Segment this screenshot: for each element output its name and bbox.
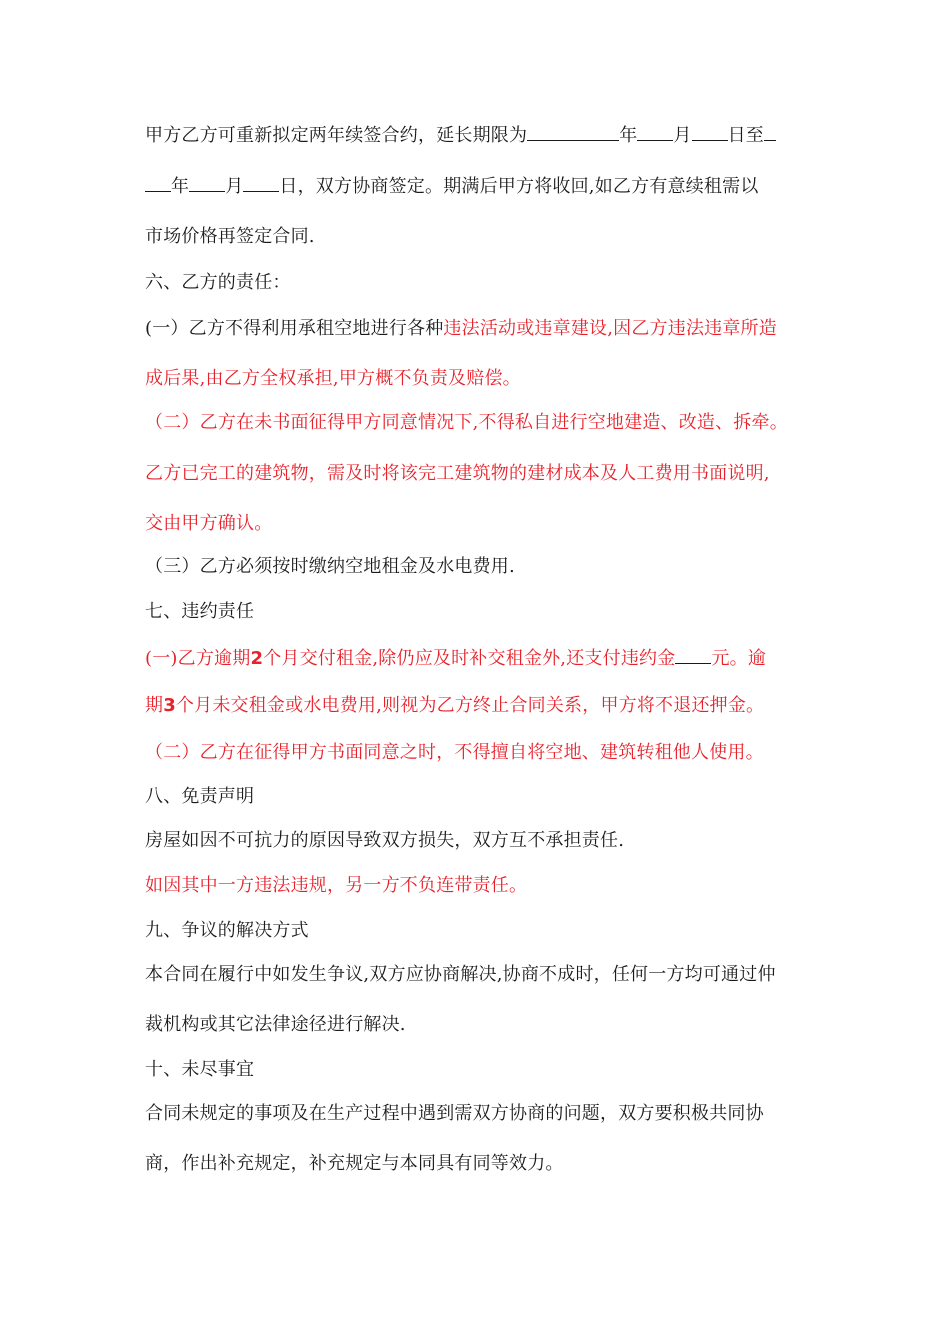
blank-field-day-end <box>243 173 279 192</box>
blank-field-year-start <box>764 122 776 141</box>
text-segment: 月 <box>673 125 692 146</box>
clause-10-1-line-1: 合同未规定的事项及在生产过程中遇到需双方协商的问题，双方要积极共同协 <box>145 1103 764 1124</box>
clause-8-1: 房屋如因不可抗力的原因导致双方损失，双方互不承担责任. <box>145 830 625 851</box>
highlight-text-red: 违法活动或违章建设,因乙方违法违章所造 <box>443 318 777 339</box>
clause-7-2: （二）乙方在征得甲方书面同意之时，不得擅自将空地、建筑转租他人使用。 <box>145 742 764 763</box>
text-segment: 日至 <box>727 125 765 146</box>
number-months: 2 <box>250 648 264 669</box>
section-nine-title: 九、争议的解决方式 <box>145 920 309 941</box>
blank-field-years <box>527 122 619 141</box>
clause-6-2-line-3: 交由甲方确认。 <box>145 513 273 534</box>
highlight-text-red: 乙方在未书面征得甲方同意情况下,不得私自进行空地建造、改造、拆牵。 <box>199 412 788 433</box>
blank-field-penalty <box>675 645 711 664</box>
text-segment: 个月交付租金,除仍应及时补交租金外,还支付违约金 <box>263 648 676 669</box>
text-segment: 月 <box>225 176 244 197</box>
text-segment: （二） <box>145 412 200 433</box>
section-six-title: 六、乙方的责任： <box>145 272 291 293</box>
text-segment: 年 <box>619 125 638 146</box>
clause-6-2-line-2: 乙方已完工的建筑物，需及时将该完工建筑物的建材成本及人工费用书面说明, <box>145 463 770 484</box>
text-segment: (一)乙方逾期 <box>145 648 251 669</box>
paragraph-line-3: 市场价格再签定合同. <box>145 226 315 247</box>
text-segment: 甲方乙方可重新拟定两年续签合约，延长期限为 <box>145 125 528 146</box>
blank-field-year-end <box>145 173 171 192</box>
clause-8-2: 如因其中一方违法违规，另一方不负连带责任。 <box>145 875 528 896</box>
text-segment: 期 <box>145 695 164 716</box>
blank-field-month-end <box>189 173 225 192</box>
section-eight-title: 八、免责声明 <box>145 786 255 807</box>
blank-field-month <box>637 122 673 141</box>
clause-6-1-line-2: 成后果,由乙方全权承担,甲方概不负责及赔偿。 <box>145 368 521 389</box>
clause-7-1-line-2 <box>145 693 764 719</box>
text-segment: 个月未交租金或水电费用,则视为乙方终止合同关系，甲方将不退还押金。 <box>175 695 765 716</box>
text-segment: 元。逾 <box>711 648 767 669</box>
section-seven-title: 七、违约责任 <box>145 601 255 622</box>
clause-9-1-line-1: 本合同在履行中如发生争议,双方应协商解决,协商不成时，任何一方均可通过仲 <box>145 964 776 985</box>
text-segment: (一）乙方不得利用承租空地进行各种 <box>145 318 444 339</box>
clause-9-1-line-2: 裁机构或其它法律途径进行解决. <box>145 1014 406 1035</box>
clause-6-3: （三）乙方必须按时缴纳空地租金及水电费用. <box>145 556 515 577</box>
text-segment: 日，双方协商签定。期满后甲方将收回,如乙方有意续租需以 <box>279 176 759 197</box>
number-months: 3 <box>163 695 176 716</box>
clause-6-2-line-1 <box>145 410 788 436</box>
clause-10-1-line-2: 商，作出补充规定，补充规定与本同具有同等效力。 <box>145 1153 564 1174</box>
paragraph-line-2 <box>145 173 759 200</box>
section-ten-title: 十、未尽事宜 <box>145 1059 255 1080</box>
clause-6-1-line-1 <box>145 316 777 342</box>
clause-7-1-line-1 <box>145 645 766 672</box>
paragraph-line-1 <box>145 122 776 149</box>
text-segment: 年 <box>171 176 190 197</box>
blank-field-day <box>692 122 728 141</box>
